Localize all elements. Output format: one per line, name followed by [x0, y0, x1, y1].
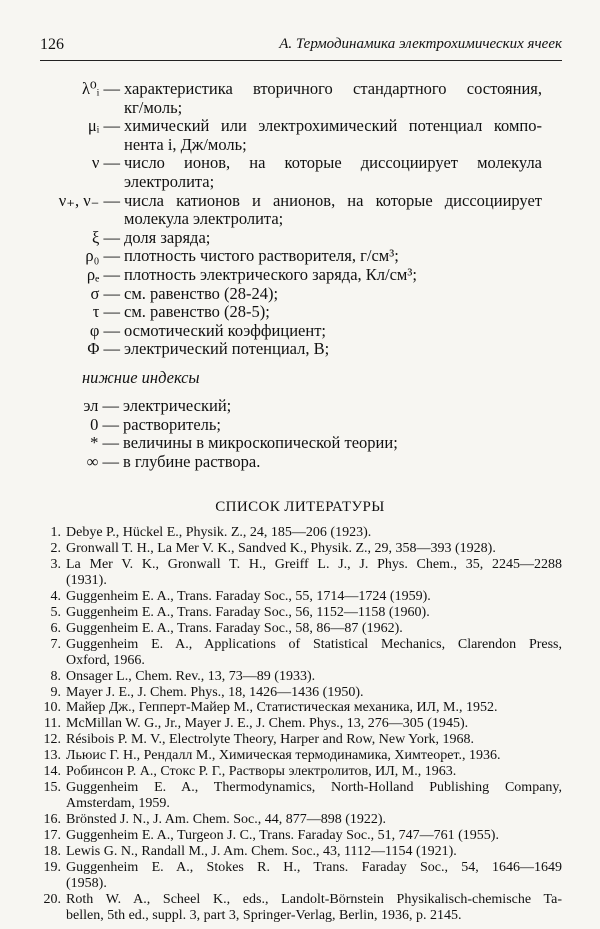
- reference-row: [40, 637, 562, 653]
- notation-symbol: μᵢ —: [87, 116, 120, 136]
- reference-row: [40, 700, 562, 716]
- reference-row: [40, 621, 562, 637]
- reference-entry: [40, 748, 562, 764]
- reference-entry: [40, 844, 562, 860]
- notation-entry: [0, 322, 600, 341]
- reference-text: Робинсон Р. А., Стокс Р. Г., Растворы электролитов, ИЛ, М., 1963.: [66, 764, 457, 780]
- reference-row: [40, 764, 562, 780]
- subscripts-list: [0, 397, 600, 471]
- subscript-entry: [0, 453, 600, 472]
- notation-row: [0, 266, 600, 285]
- reference-entry: [40, 637, 562, 669]
- reference-text: Résibois P. M. V., Electrolyte Theory, Harper and Row, New York, 1968.: [66, 732, 475, 748]
- notation-symbol: ρₑ —: [86, 264, 120, 284]
- reference-entry: [40, 621, 562, 637]
- reference-number: 17.: [43, 828, 61, 844]
- reference-text: Guggenheim E. A., Trans. Faraday Soc., 55, 1714—1724 (1959).: [66, 588, 431, 604]
- reference-row: [40, 605, 562, 621]
- reference-text: Debye P., Hückel E., Physik. Z., 24, 185—206 (1923).: [66, 525, 372, 540]
- reference-number: 19.: [43, 860, 61, 876]
- reference-entry: [40, 764, 562, 780]
- reference-number: 15.: [43, 780, 61, 796]
- subscript-entry: [0, 416, 600, 435]
- notation-row: [0, 322, 600, 341]
- reference-entry: [40, 685, 562, 701]
- reference-row: [40, 525, 562, 541]
- reference-row: [40, 669, 562, 685]
- notation-entry: [0, 303, 600, 322]
- references-list: [40, 525, 562, 924]
- reference-row: [40, 780, 562, 796]
- reference-entry: [40, 525, 562, 541]
- reference-text: Gronwall T. H., La Mer V. K., Sandved K., Physik. Z., 29, 358—393 (1928).: [66, 540, 496, 556]
- subscript-description: электрический;: [123, 396, 232, 415]
- notation-symbol: ν —: [91, 153, 120, 173]
- notation-entry: [0, 154, 600, 191]
- reference-row: [40, 557, 562, 573]
- reference-number: 1.: [50, 525, 61, 540]
- reference-number: 7.: [50, 636, 61, 652]
- reference-number: 14.: [43, 764, 61, 780]
- references-title: СПИСОК ЛИТЕРАТУРЫ: [215, 499, 385, 515]
- reference-entry: [40, 589, 562, 605]
- reference-number: 10.: [43, 700, 61, 716]
- notation-description: см. равенство (28-24);: [124, 283, 279, 303]
- reference-text: La Mer V. K., Gronwall T. H., Greiff L. J., J. Phys. Chem., 35, 2245—2288: [66, 556, 562, 572]
- notation-row: [0, 247, 600, 266]
- reference-number: 13.: [43, 748, 61, 764]
- subscript-description: в глубине раствора.: [123, 451, 261, 471]
- notation-description-continued: электролита;: [124, 171, 215, 191]
- reference-row: [40, 716, 562, 732]
- reference-text: Onsager L., Chem. Rev., 13, 73—89 (1933).: [66, 668, 316, 684]
- reference-entry: [40, 669, 562, 685]
- reference-text: Guggenheim E. A., Turgeon J. C., Trans. Faraday Soc., 51, 747—761 (1955).: [66, 828, 499, 844]
- notation-row: [0, 340, 600, 359]
- page-number: 126: [40, 36, 64, 53]
- reference-number: 4.: [50, 588, 61, 604]
- reference-text-continued: (1931).: [66, 572, 107, 588]
- subscript-entry: [0, 434, 600, 453]
- notation-entry: [0, 80, 600, 117]
- reference-entry: [40, 557, 562, 589]
- notation-entry: [0, 192, 600, 229]
- notation-row: [0, 192, 600, 211]
- reference-text: Mayer J. E., J. Chem. Phys., 18, 1426—1436 (1950).: [66, 684, 364, 700]
- reference-number: 11.: [44, 716, 61, 732]
- notation-entry: [0, 340, 600, 359]
- reference-entry: [40, 780, 562, 812]
- reference-number: 8.: [50, 668, 61, 684]
- notation-entry: [0, 229, 600, 248]
- notation-description: химический или электрохимический потенциал компо-: [124, 116, 542, 136]
- reference-row: [40, 541, 562, 557]
- notation-symbol: ν₊, ν₋ —: [58, 190, 120, 210]
- reference-row: [40, 844, 562, 860]
- subscript-description: растворитель;: [123, 414, 221, 434]
- notation-row: [0, 117, 600, 136]
- reference-number: 5.: [50, 604, 61, 620]
- reference-number: 3.: [50, 556, 61, 572]
- notation-symbol: σ —: [90, 283, 120, 303]
- reference-number: 6.: [50, 620, 61, 636]
- notation-description: числа катионов и анионов, на которые диссоциирует: [124, 190, 542, 210]
- subscript-entry: [0, 397, 600, 416]
- reference-row: [40, 685, 562, 701]
- subscript-description: величины в микроскопической теории;: [123, 433, 398, 453]
- reference-text: Guggenheim E. A., Applications of Statistical Mechanics, Clarendon Press,: [66, 636, 562, 652]
- reference-entry: [40, 828, 562, 844]
- reference-text: Майер Дж., Гепперт-Майер М., Статистическая механика, ИЛ, М., 1952.: [66, 700, 498, 716]
- notation-description: характеристика вторичного стандартного состояния,: [124, 79, 542, 98]
- subscripts-heading: нижние индексы: [82, 368, 200, 387]
- notation-symbol: ξ —: [92, 227, 120, 247]
- running-title: А. Термодинамика электрохимических ячеек: [279, 36, 562, 52]
- notation-description: доля заряда;: [124, 227, 211, 247]
- reference-entry: [40, 541, 562, 557]
- reference-text: Guggenheim E. A., Thermodynamics, North-Holland Publishing Company,: [66, 780, 562, 796]
- subscript-symbol: ∞ —: [86, 451, 119, 471]
- notation-row: [0, 285, 600, 304]
- reference-number: 2.: [50, 540, 61, 556]
- notation-symbol: Φ —: [87, 339, 120, 359]
- notation-symbol: φ —: [89, 320, 120, 340]
- reference-row: [40, 589, 562, 605]
- reference-entry: [40, 605, 562, 621]
- reference-row: [40, 748, 562, 764]
- notation-row: [0, 154, 600, 173]
- reference-number: 18.: [43, 844, 61, 860]
- notation-row: [0, 229, 600, 248]
- notation-description-continued: нента i, Дж/моль;: [124, 134, 247, 154]
- reference-text: Guggenheim E. A., Trans. Faraday Soc., 58, 86—87 (1962).: [66, 620, 403, 636]
- reference-entry: [40, 892, 562, 924]
- reference-row: [40, 812, 562, 828]
- notation-description-continued: кг/моль;: [124, 97, 183, 117]
- notation-description: число ионов, на которые диссоциирует молекула: [124, 153, 542, 173]
- notation-symbol: λ⁰ᵢ —: [82, 79, 120, 98]
- reference-row: [40, 892, 562, 908]
- reference-text-continued: Amsterdam, 1959.: [66, 796, 170, 812]
- notation-row: [0, 80, 600, 99]
- notation-entry: [0, 117, 600, 154]
- reference-entry: [40, 700, 562, 716]
- subscript-symbol: * —: [90, 433, 119, 453]
- reference-text: McMillan W. G., Jr., Mayer J. E., J. Chem. Phys., 13, 276—305 (1945).: [66, 716, 469, 732]
- notation-entry: [0, 266, 600, 285]
- reference-row: [40, 732, 562, 748]
- notation-entry: [0, 285, 600, 304]
- reference-text: Roth W. A., Scheel K., eds., Landolt-Börnstein Physikalisch-chemische Ta-: [66, 891, 562, 907]
- reference-text: Brönsted J. N., J. Am. Chem. Soc., 44, 877—898 (1922).: [66, 812, 387, 828]
- notation-description: осмотический коэффициент;: [124, 320, 326, 340]
- page-header: [40, 34, 562, 61]
- subscript-symbol: 0 —: [90, 414, 119, 434]
- reference-entry: [40, 860, 562, 892]
- notation-symbol: τ —: [92, 302, 120, 322]
- notation-row: [0, 303, 600, 322]
- reference-entry: [40, 812, 562, 828]
- subscript-symbol: эл —: [83, 396, 119, 415]
- reference-text-continued: (1958).: [66, 875, 107, 891]
- reference-text-continued: Oxford, 1966.: [66, 652, 145, 668]
- reference-text: Guggenheim E. A., Trans. Faraday Soc., 56, 1152—1158 (1960).: [66, 604, 430, 620]
- reference-number: 9.: [50, 684, 61, 700]
- reference-number: 12.: [43, 732, 61, 748]
- reference-text: Lewis G. N., Randall M., J. Am. Chem. Soc., 43, 1112—1154 (1921).: [66, 844, 457, 860]
- reference-text: Guggenheim E. A., Stokes R. H., Trans. Faraday Soc., 54, 1646—1649: [66, 860, 562, 876]
- reference-row: [40, 860, 562, 876]
- reference-number: 16.: [43, 812, 61, 828]
- notation-description: плотность чистого растворителя, г/см³;: [124, 246, 399, 266]
- reference-text-continued: bellen, 5th ed., suppl. 3, part 3, Springer-Verlag, Berlin, 1936, p. 2145.: [66, 907, 462, 923]
- notation-description: плотность электрического заряда, Кл/см³;: [124, 264, 417, 284]
- reference-row: [40, 828, 562, 844]
- notation-list: [0, 80, 600, 359]
- notation-entry: [0, 247, 600, 266]
- reference-number: 20.: [43, 891, 61, 907]
- reference-entry: [40, 716, 562, 732]
- reference-entry: [40, 732, 562, 748]
- notation-symbol: ρ₀ —: [85, 246, 120, 266]
- notation-description-continued: молекула электролита;: [124, 209, 284, 229]
- notation-description: электрический потенциал, В;: [124, 339, 330, 359]
- reference-text: Льюис Г. Н., Рендалл М., Химическая термодинамика, Химтеорет., 1936.: [66, 748, 501, 764]
- notation-description: см. равенство (28-5);: [124, 302, 270, 322]
